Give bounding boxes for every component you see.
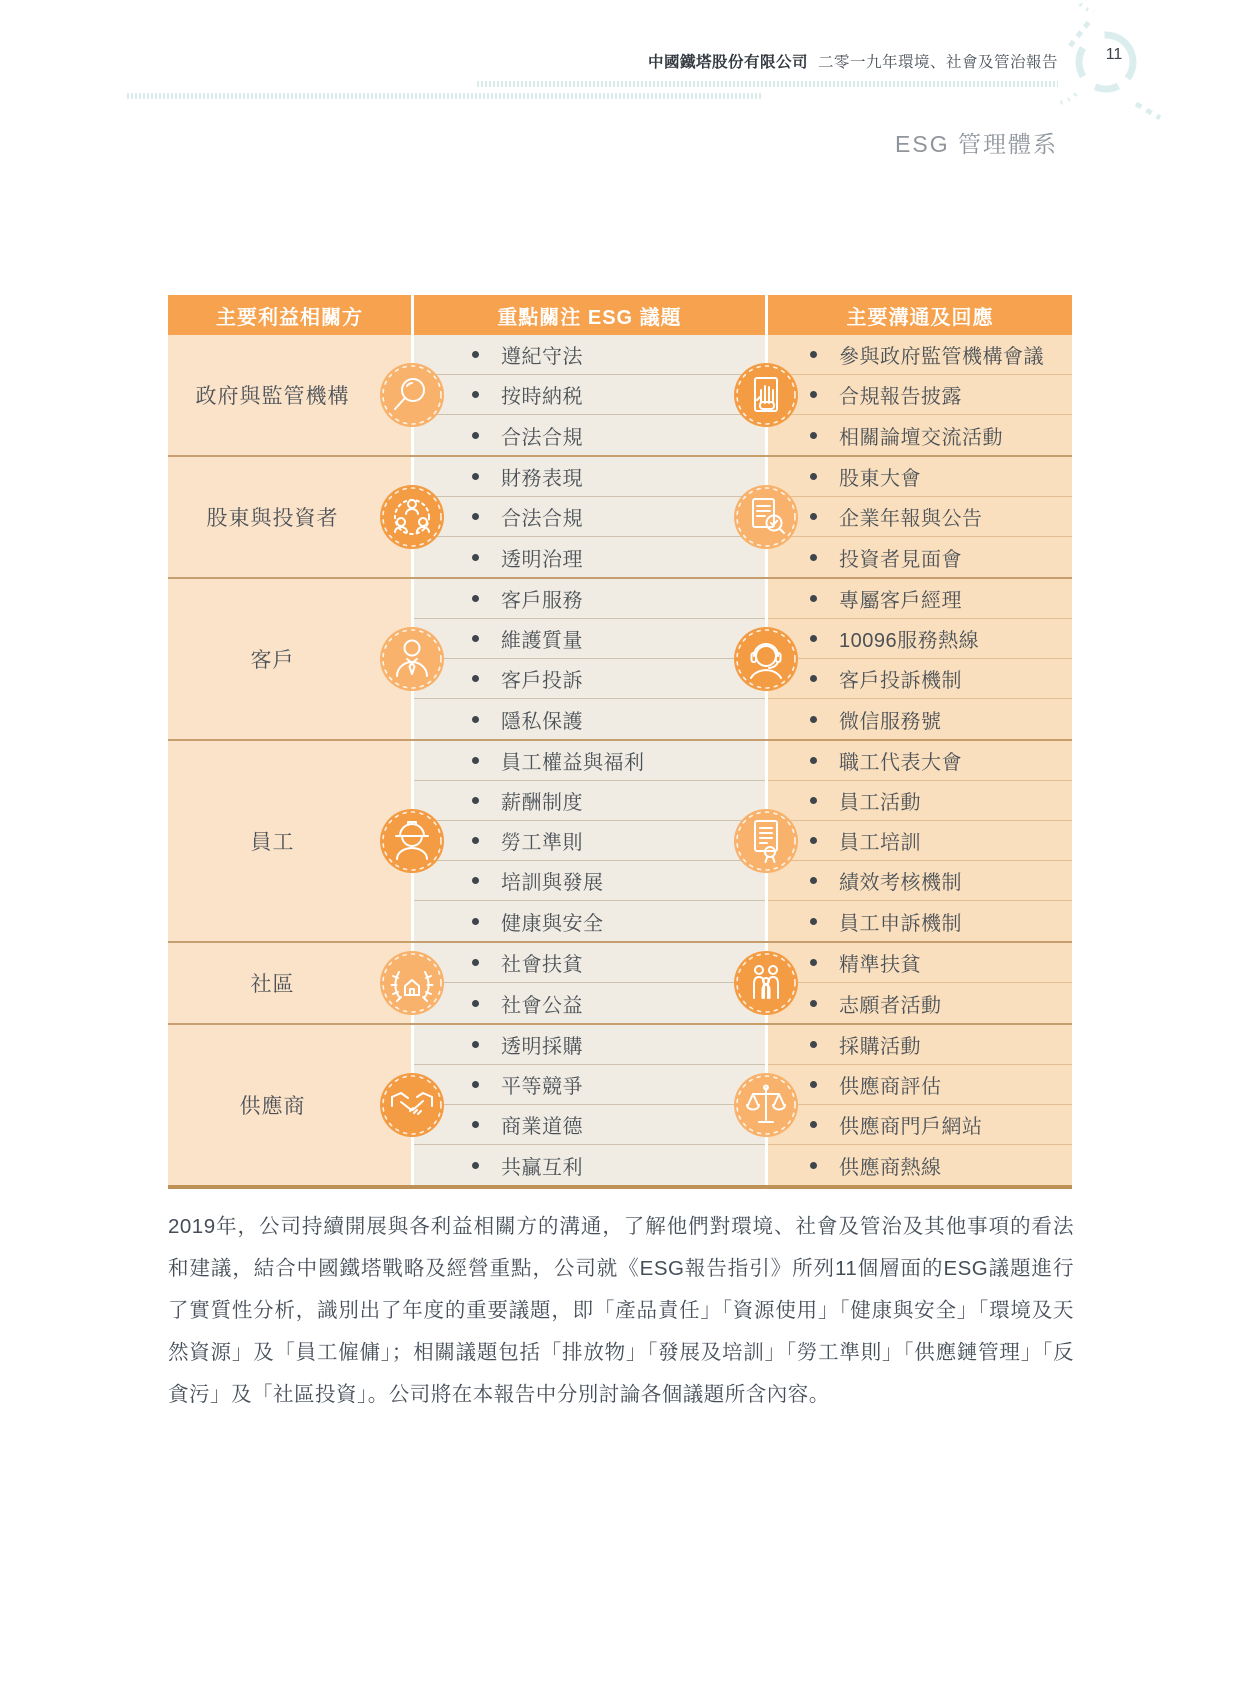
topic-item-label: 商業道德 [501,1116,583,1138]
topic-item [414,781,765,821]
topic-item [414,861,765,901]
topic-item-label: 員工權益與福利 [501,752,645,774]
topic-item [414,943,765,983]
topic-item [414,659,765,699]
bullet-icon [472,391,479,398]
topic-item [414,335,765,375]
bullet-icon [810,757,817,764]
response-item [768,457,1072,497]
communication-cell [768,579,1072,739]
response-item-label: 合規報告披露 [839,386,962,408]
topic-item [414,741,765,781]
esg-topics-cell [414,457,768,577]
header-rule-top [477,81,1058,87]
stakeholder-group-row [168,335,1072,455]
response-item-label: 員工培訓 [839,832,921,854]
response-item-label: 參與政府監管機構會議 [839,346,1044,368]
bullet-icon [472,635,479,642]
bullet-icon [810,554,817,561]
response-item [768,1065,1072,1105]
bullet-icon [810,918,817,925]
header-rule-bottom [127,93,763,99]
bullet-icon [472,877,479,884]
bullet-icon [810,1081,817,1088]
topic-item-label: 按時納税 [501,386,583,408]
headset-agent-icon [734,627,798,691]
topic-item-label: 客戶服務 [501,590,583,612]
worker-icon [380,809,444,873]
bullet-icon [472,432,479,439]
topic-item [414,1145,765,1185]
response-item [768,1105,1072,1145]
stakeholder-group-row [168,941,1072,1023]
column-header-esg-topics: 重點關注 ESG 議題 [414,295,768,335]
response-item-label: 供應商熱線 [839,1156,942,1179]
topic-item-label: 財務表現 [501,468,583,490]
response-item [768,781,1072,821]
bullet-icon [810,351,817,358]
response-item-label: 相關論壇交流活動 [839,426,1003,449]
response-item [768,861,1072,901]
handshake-icon [380,1073,444,1137]
topic-item-label: 遵紀守法 [501,346,583,368]
stakeholder-group-row [168,577,1072,739]
stakeholder-label: 供應商 [239,1095,306,1118]
bullet-icon [472,513,479,520]
businessman-icon [380,627,444,691]
topic-item [414,983,765,1023]
column-header-communication: 主要溝通及回應 [846,306,994,329]
topic-item [414,537,765,577]
esg-topics-cell [414,741,768,941]
esg-topics-cell [414,579,768,739]
bullet-icon [472,837,479,844]
topic-item-label: 合法合規 [501,508,583,530]
response-item-label: 員工申訴機制 [839,912,962,935]
communication-cell [768,1025,1072,1185]
bullet-icon [472,595,479,602]
response-item-label: 員工活動 [839,792,921,814]
bullet-icon [472,351,479,358]
column-header-stakeholders: 主要利益相關方 [168,295,414,335]
company-name: 中國鐵塔股份有限公司 [647,54,808,71]
response-item [768,1025,1072,1065]
topic-item [414,1025,765,1065]
response-item-label: 企業年報與公告 [839,508,983,530]
response-item-label: 投資者見面會 [839,548,962,571]
topic-item-label: 透明採購 [501,1036,583,1058]
esg-topics-cell [414,943,768,1023]
bullet-icon [810,1041,817,1048]
topic-item-label: 健康與安全 [501,912,604,935]
response-item-label: 供應商評估 [839,1076,942,1098]
bullet-icon [810,635,817,642]
bullet-icon [472,1081,479,1088]
stakeholder-label: 社區 [250,973,295,996]
response-item [768,699,1072,739]
response-item-label: 職工代表大會 [839,752,962,774]
response-item [768,983,1072,1023]
topic-item [414,457,765,497]
topic-item-label: 社會公益 [501,994,583,1017]
stakeholder-group-row [168,739,1072,941]
bullet-icon [472,675,479,682]
bullet-icon [810,675,817,682]
topic-item [414,1065,765,1105]
bullet-icon [472,473,479,480]
response-item [768,659,1072,699]
communication-cell [768,943,1072,1023]
topic-item [414,1105,765,1145]
bullet-icon [810,837,817,844]
response-item [768,375,1072,415]
response-item-label: 績效考核機制 [839,872,962,894]
certificate-icon [734,809,798,873]
response-item [768,497,1072,537]
communication-cell [768,457,1072,577]
topic-item-label: 薪酬制度 [501,792,583,814]
intro-paragraph: 2019年，公司持續開展與各利益相關方的溝通，了解他們對環境、社會及管治及其他事項的看法和建議，結合中國鐵塔戰略及經營重點，公司就《ESG報告指引》所列11個層面的ESG議題進行了實質性分析，識別出了年度的重要議題，即「產品責任」「資源使用」「健康與安全」「環境及天然資源」及「員工僱傭」；相關議題包括「排放物」「發展及培訓」「勞工準則」「供應鏈管理」「反貪污」及「社區投資」。公司將在本報告中分別討論各個議題所含內容。 [168,1215,1074,1406]
response-item [768,821,1072,861]
response-item [768,741,1072,781]
communication-cell [768,741,1072,941]
stakeholder-group-row [168,455,1072,577]
bullet-icon [472,797,479,804]
bullet-icon [472,554,479,561]
response-item-label: 股東大會 [839,468,921,490]
bullet-icon [810,595,817,602]
topic-item-label: 培訓與發展 [501,872,604,894]
response-item-label: 專屬客戶經理 [839,590,962,612]
topic-item-label: 社會扶貧 [501,954,583,976]
section-title: ESG 管理體系 [895,131,1058,157]
topic-item [414,619,765,659]
topic-item-label: 共贏互利 [501,1156,583,1179]
stakeholder-group-row [168,1023,1072,1185]
bullet-icon [472,1121,479,1128]
topic-item-label: 合法合規 [501,426,583,449]
bullet-icon [810,797,817,804]
topic-item-label: 勞工準則 [501,832,583,854]
response-item-label: 客戶投訴機制 [839,670,962,692]
page-number-decoration [1040,2,1190,127]
page-header [648,50,1058,72]
topic-item [414,699,765,739]
family-icon [734,951,798,1015]
topic-item [414,579,765,619]
bullet-icon [472,1041,479,1048]
page-number: 11 [1105,46,1123,63]
response-item [768,619,1072,659]
bullet-icon [810,473,817,480]
topic-item-label: 透明治理 [501,548,583,571]
bullet-icon [472,757,479,764]
table-header-row [168,295,1072,335]
laurel-house-icon [380,951,444,1015]
report-title: 二零一九年環境、社會及管治報告 [817,54,1058,71]
stakeholder-label: 政府與監管機構 [195,385,350,408]
bullet-icon [810,1000,817,1007]
topic-item-label: 平等競爭 [501,1076,583,1098]
topic-item [414,821,765,861]
topic-item-label: 客戶投訴 [501,670,583,692]
stakeholder-cell [168,579,414,739]
response-item [768,901,1072,941]
topic-item-label: 隱私保護 [501,710,583,733]
stakeholder-table [168,295,1072,1189]
response-item-label: 供應商門戶網站 [839,1116,983,1138]
bullet-icon [472,1000,479,1007]
response-item-label: 精準扶貧 [839,954,921,976]
topic-item-label: 維護質量 [501,630,583,652]
stakeholder-label: 員工 [250,831,295,854]
people-network-icon [380,485,444,549]
report-review-icon [734,485,798,549]
response-item-label: 志願者活動 [839,994,942,1017]
bullet-icon [810,432,817,439]
stakeholder-cell [168,457,414,577]
response-item [768,415,1072,455]
bullet-icon [472,716,479,723]
bullet-icon [810,716,817,723]
response-item [768,537,1072,577]
stakeholder-cell [168,943,414,1023]
scales-icon [734,1073,798,1137]
response-item [768,1145,1072,1185]
bullet-icon [810,877,817,884]
bullet-icon [810,1162,817,1169]
response-item [768,579,1072,619]
stakeholder-cell [168,741,414,941]
response-item [768,943,1072,983]
communication-cell [768,335,1072,455]
stakeholder-cell [168,335,414,455]
bullet-icon [810,513,817,520]
topic-item [414,375,765,415]
esg-topics-cell [414,335,768,455]
esg-topics-cell [414,1025,768,1185]
stakeholder-label: 股東與投資者 [206,507,339,530]
response-item-label: 採購活動 [839,1036,921,1058]
bullet-icon [472,1162,479,1169]
bullet-icon [472,959,479,966]
topic-item [414,497,765,537]
response-item-label: 微信服務號 [839,710,942,733]
dashed-circle-decoration [1040,2,1190,127]
bullet-icon [810,391,817,398]
oath-hand-icon [734,363,798,427]
table-body [168,335,1072,1189]
magnifier-icon [380,363,444,427]
response-item [768,335,1072,375]
stakeholder-label: 客戶 [250,649,295,672]
bullet-icon [472,918,479,925]
topic-item [414,901,765,941]
bullet-icon [810,1121,817,1128]
bullet-icon [810,959,817,966]
response-item-label: 10096服務熱線 [839,630,980,652]
stakeholder-cell [168,1025,414,1185]
topic-item [414,415,765,455]
